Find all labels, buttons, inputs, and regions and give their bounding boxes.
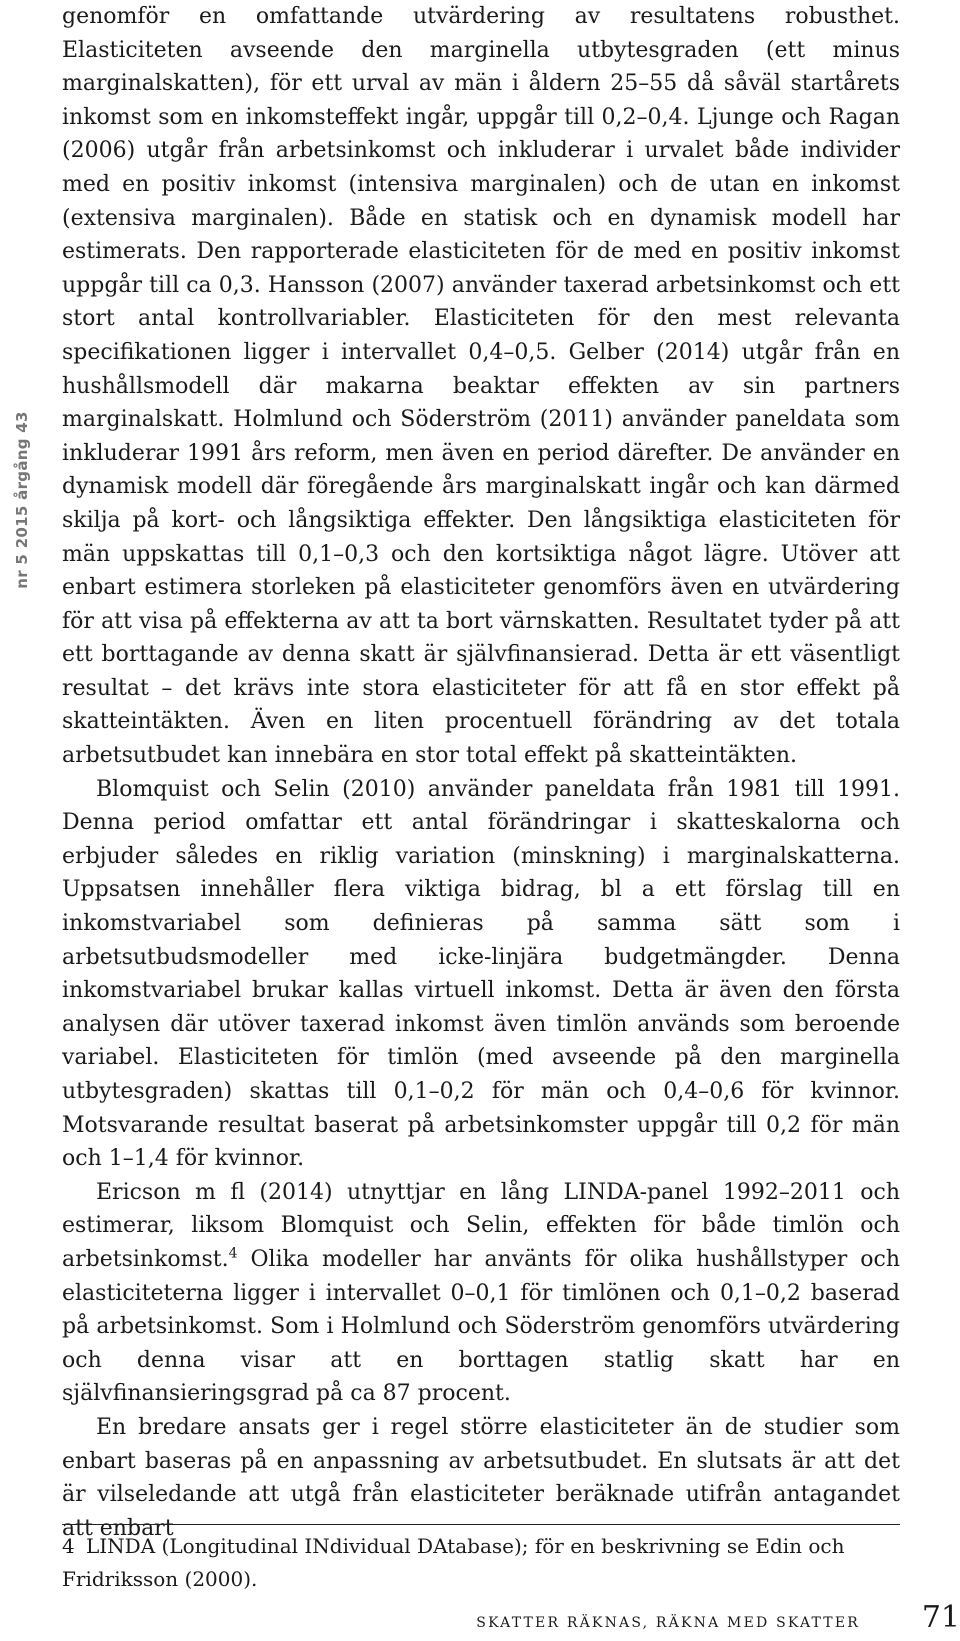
paragraph-3-text-b: Olika modeller har använts för olika hushållstyper och elasticiteterna ligger i intervallet 0–0,1 för timlönen och 0,1–0,2 baserad på arbetsinkomst. Som i Holmlund och Söderström genomförs utvärdering och denna visar att en borttagen statlig skatt har en självfinansieringsgrad på ca 87 procent. <box>62 1246 900 1407</box>
journal-issue-label: nr 5 2015 årgång 43 <box>13 411 31 589</box>
paragraph-1: genomför en omfattande utvärdering av resultatens robusthet. Elasticiteten avseende den marginella utbytesgraden (ett minus marginalskatten), för ett urval av män i åldern 25–55 då såväl startårets inkomst som en inkomsteffekt ingår, uppgår till 0,2–0,4. Ljunge och Ragan (2006) utgår från arbetsinkomst och inkluderar i urvalet både individer med en positiv inkomst (intensiva marginalen) och de utan en inkomst (extensiva marginalen). Både en statisk och en dynamisk modell har estimerats. Den rapporterade elasticiteten för de med en positiv inkomst uppgår till ca 0,3. Hansson (2007) använder taxerad arbetsinkomst och ett stort antal kontrollvariabler. Elasticiteten för den mest relevanta specifikationen ligger i intervallet 0,4–0,5. Gelber (2014) utgår från en hushållsmodell där makarna beaktar effekten av sin partners marginalskatt. Holmlund och Söderström (2011) använder paneldata som inkluderar 1991 års reform, men även en period därefter. De använder en dynamisk modell där föregående års marginalskatt ingår och kan därmed skilja på kort- och långsiktiga effekter. Den långsiktiga elasticiteten för män uppskattas till 0,1–0,3 och den kortsiktiga något lägre. Utöver att enbart estimera storleken på elasticiteter genomförs även en utvärdering för att visa på effekterna av att ta bort värnskatten. Resultatet tyder på att ett borttagande av denna skatt är självfinansierad. Detta är ett väsentligt resultat – det krävs inte stora elasticiteter för att få en stor effekt på skatteintäkten. Även en liten procentuell förändring av det totala arbetsutbudet kan innebära en stor total effekt på skatteintäkten. <box>62 4 900 769</box>
footnote-mark: 4 <box>62 1534 75 1558</box>
paragraph-3-text-a: Ericson m fl (2014) utnyttjar en lång LINDA-panel 1992–2011 och estimerar, liksom Blomquist och Selin, effekten för både timlön och arbetsinkomst. <box>62 1179 900 1272</box>
footnote-divider <box>62 1524 900 1525</box>
paragraph-3 <box>62 1176 900 1411</box>
page-number: 71 <box>921 1600 960 1635</box>
paragraph-4: En bredare ansats ger i regel större elasticiteter än de studier som enbart baseras på en anpassning av arbetsutbudet. En slutsats är att det är vilseledande att utgå från elasticiteter beräknade utifrån antagandet att enbart <box>62 1414 900 1541</box>
footnote-text: LINDA (Longitudinal INdividual DAtabase); för en beskrivning se Edin och Fridriksson (2000). <box>62 1534 845 1591</box>
footnote-reference: 4 <box>228 1245 238 1262</box>
running-footer-title: SKATTER RÄKNAS, RÄKNA MED SKATTER <box>476 1615 860 1631</box>
main-text <box>62 0 900 1545</box>
footnote <box>62 1530 900 1596</box>
paragraph-2: Blomquist och Selin (2010) använder paneldata från 1981 till 1991. Denna period omfattar ett antal förändringar i skatteskalorna och erbjuder således en riklig variation (minskning) i marginalskatterna. Uppsatsen innehåller flera viktiga bidrag, bl a ett förslag till en inkomstvariabel som definieras på samma sätt som i arbetsutbudsmodeller med icke-linjära budgetmängder. Denna inkomstvariabel brukar kallas virtuell inkomst. Detta är även den första analysen där utöver taxerad inkomst även timlön används som beroende variabel. Elasticiteten för timlön (med avseende på den marginella utbytesgraden) skattas till 0,1–0,2 för män och 0,4–0,6 för kvinnor. Motsvarande resultat baserat på arbetsinkomster uppgår till 0,2 för män och 1–1,4 för kvinnor. <box>62 776 900 1172</box>
